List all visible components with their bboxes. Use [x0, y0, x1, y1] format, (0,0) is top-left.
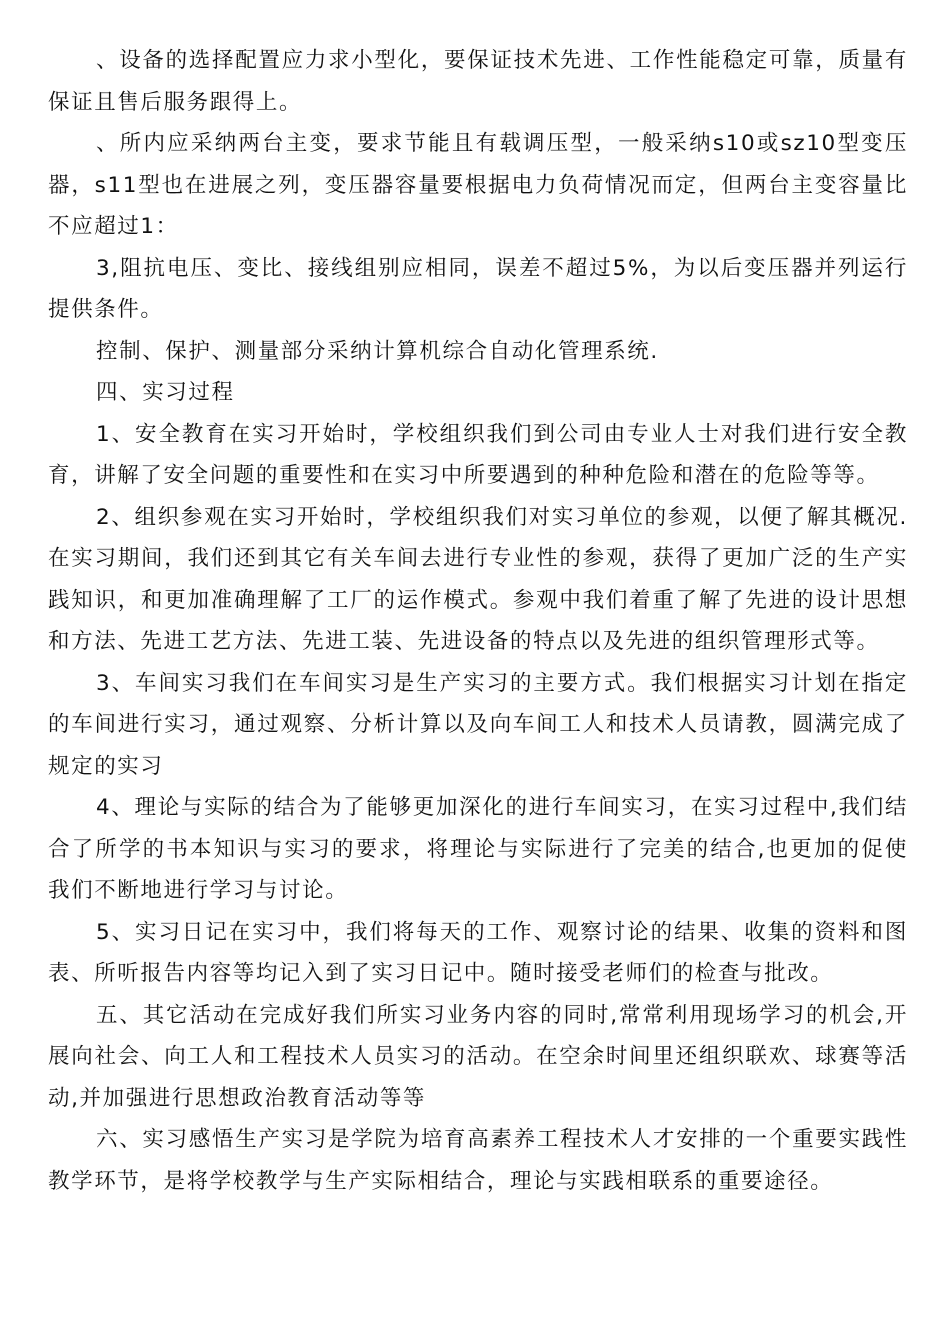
paragraph-safety-education: 1、安全教育在实习开始时，学校组织我们到公司由专业人士对我们进行安全教育，讲解了安全问题的重要性和在实习中所要遇到的种种危险和潜在的危险等等。: [48, 421, 908, 488]
paragraph-equipment-selection: 、设备的选择配置应力求小型化，要保证技术先进、工作性能稳定可靠，质量有保证且售后服务跟得上。: [48, 48, 908, 115]
section-heading-internship-process: 四、实习过程: [96, 380, 235, 405]
paragraph-internship-reflection: 六、实习感悟生产实习是学院为培育高素养工程技术人才安排的一个重要实践性教学环节，是将学校教学与生产实际相结合，理论与实践相联系的重要途径。: [48, 1127, 908, 1194]
paragraph-workshop-internship: 3、车间实习我们在车间实习是生产实习的主要方式。我们根据实习计划在指定的车间进行实习，通过观察、分析计算以及向车间工人和技术人员请教，圆满完成了规定的实习: [48, 670, 908, 779]
paragraph-control-system: 控制、保护、测量部分采纳计算机综合自动化管理系统.: [96, 338, 659, 364]
paragraph-main-transformers: 、所内应采纳两台主变，要求节能且有载调压型，一般采纳s10或sz10型变压器，s11型也在进展之列，变压器容量要根据电力负荷情况而定，但两台主变容量比不应超过1：: [48, 131, 908, 239]
paragraph-theory-practice: 4、理论与实际的结合为了能够更加深化的进行车间实习，在实习过程中,我们结合了所学的书本知识与实习的要求，将理论与实际进行了完美的结合,也更加的促使我们不断地进行学习与讨论。: [48, 795, 908, 903]
paragraph-other-activities: 五、其它活动在完成好我们所实习业务内容的同时,常常利用现场学习的机会,开展向社会、向工人和工程技术人员实习的活动。在空余时间里还组织联欢、球赛等活动,并加强进行思想政治教育活动等等: [48, 1002, 908, 1111]
paragraph-impedance-voltage: 3,阻抗电压、变比、接线组别应相同，误差不超过5%，为以后变压器并列运行提供条件。: [48, 255, 908, 322]
paragraph-organized-visit: 2、组织参观在实习开始时，学校组织我们对实习单位的参观，以便了解其概况.在实习期间，我们还到其它有关车间去进行专业性的参观，获得了更加广泛的生产实践知识，和更加准确理解了工厂的运作模式。参观中我们着重了解了先进的设计思想和方法、先进工艺方法、先进工装、先进设备的特点以及先进的组织管理形式等。: [48, 504, 908, 654]
document-page: [48, 40, 908, 1202]
paragraph-internship-diary: 5、实习日记在实习中，我们将每天的工作、观察讨论的结果、收集的资料和图表、所听报告内容等均记入到了实习日记中。随时接受老师们的检查与批改。: [48, 919, 908, 986]
